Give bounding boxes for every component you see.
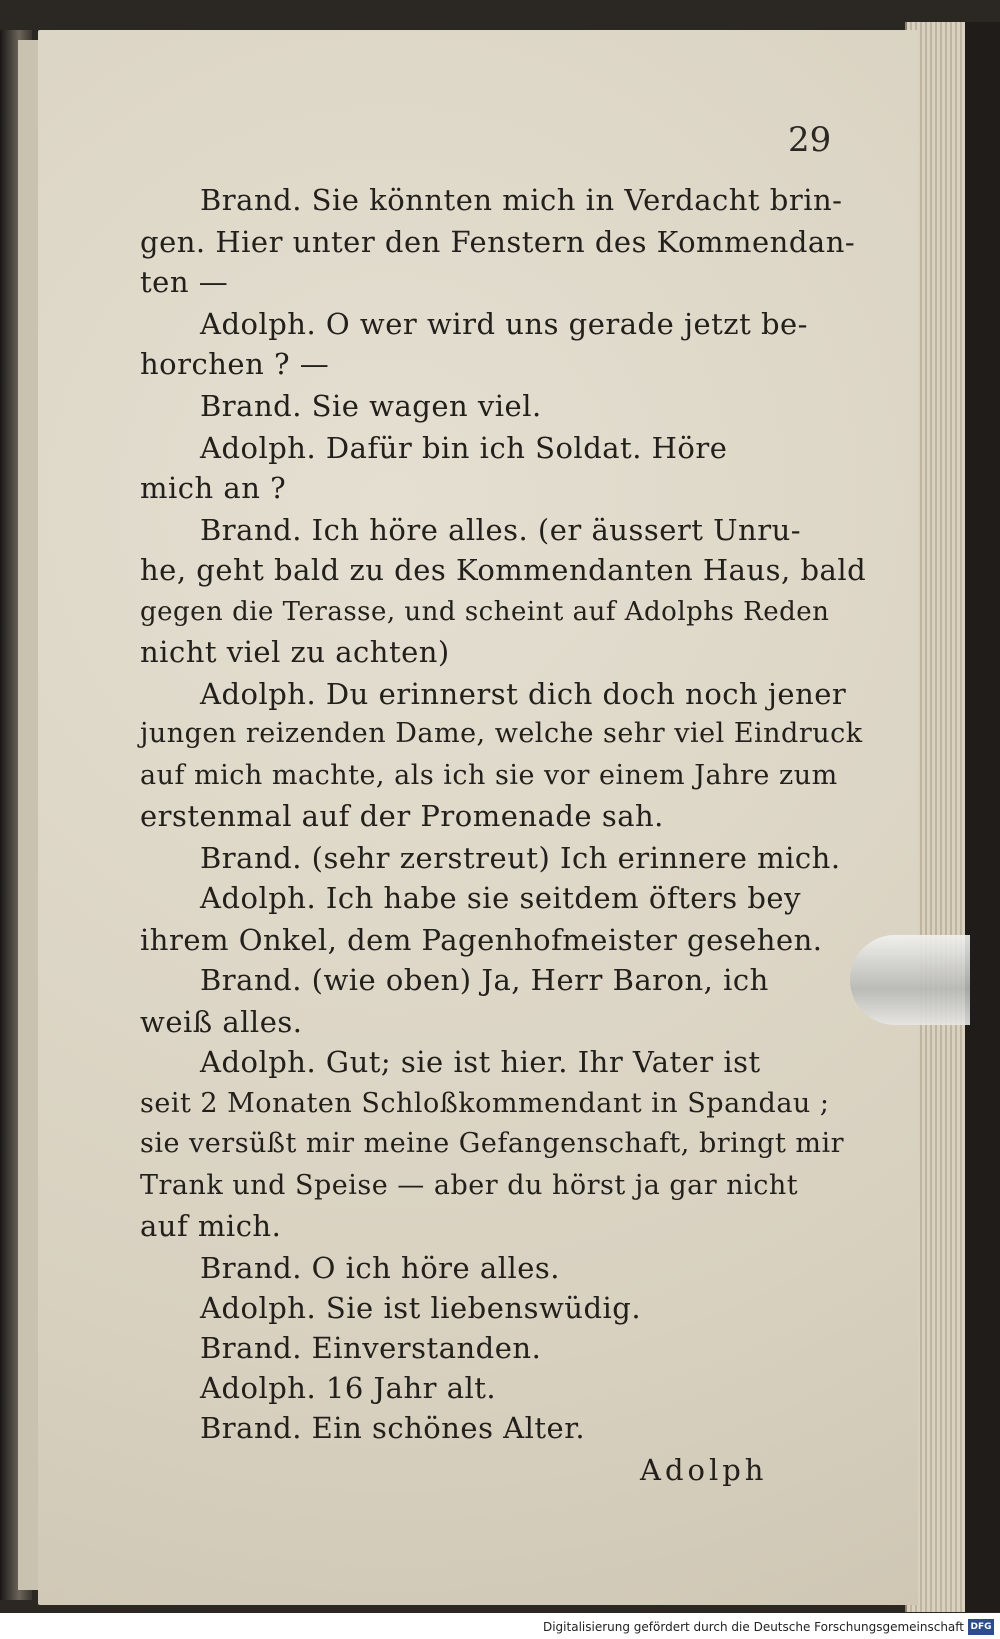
text-line: gen. Hier unter den Fenstern des Kommendan-	[140, 225, 856, 259]
text-line: Trank und Speise — aber du hörst ja gar nicht	[140, 1170, 799, 1201]
text-line: gegen die Terasse, und scheint auf Adolphs Reden	[140, 597, 830, 627]
text-line: nicht viel zu achten)	[140, 635, 450, 669]
page-stack-shadow	[965, 22, 1000, 1612]
footer-credit: Digitalisierung gefördert durch die Deutsche Forschungsgemeinschaft	[542, 1620, 964, 1634]
text-line: Brand. O ich höre alles.	[200, 1251, 561, 1285]
text-line: seit 2 Monaten Schloßkommendant in Spandau ;	[140, 1088, 830, 1119]
text-line: Adolph. Gut; sie ist hier. Ihr Vater ist	[200, 1045, 761, 1079]
text-line: auf mich.	[140, 1209, 282, 1243]
text-line: ten —	[140, 265, 229, 299]
text-line: he, geht bald zu des Kommendanten Haus, bald	[140, 553, 867, 587]
text-line: Adolph. Sie ist liebenswüdig.	[200, 1291, 642, 1325]
text-line: Brand. Sie könnten mich in Verdacht brin-	[200, 183, 843, 217]
text-line: mich an ?	[140, 471, 287, 505]
catchword: Adolph	[640, 1453, 768, 1487]
text-line: Adolph. Du erinnerst dich doch noch jener	[200, 677, 847, 711]
text-line: Brand. Sie wagen viel.	[200, 389, 542, 423]
page-number: 29	[788, 120, 832, 160]
page-clip	[850, 935, 970, 1025]
text-line: auf mich machte, als ich sie vor einem Jahre zum	[140, 760, 838, 791]
text-line: ihrem Onkel, dem Pagenhofmeister gesehen.	[140, 923, 823, 957]
text-line: Adolph. Dafür bin ich Soldat. Höre	[200, 431, 728, 465]
text-line: erstenmal auf der Promenade sah.	[140, 799, 664, 833]
text-line: Brand. Ein schönes Alter.	[200, 1411, 586, 1445]
text-line: Brand. (wie oben) Ja, Herr Baron, ich	[200, 963, 769, 997]
text-line: Adolph. O wer wird uns gerade jetzt be-	[200, 307, 808, 341]
dfg-logo-icon: DFG	[968, 1619, 994, 1635]
text-line: horchen ? —	[140, 347, 330, 381]
text-line: Brand. Ich höre alles. (er äussert Unru-	[200, 513, 802, 547]
text-line: weiß alles.	[140, 1005, 303, 1039]
text-line: sie versüßt mir meine Gefangenschaft, bringt mir	[140, 1128, 845, 1159]
footer-bar	[0, 1613, 1000, 1639]
text-line: Brand. Einverstanden.	[200, 1331, 542, 1365]
text-line: Adolph. Ich habe sie seitdem öfters bey	[200, 881, 801, 915]
text-line: Brand. (sehr zerstreut) Ich erinnere mich.	[200, 841, 841, 875]
text-line: Adolph. 16 Jahr alt.	[200, 1371, 497, 1405]
text-line: jungen reizenden Dame, welche sehr viel Eindruck	[140, 718, 863, 749]
